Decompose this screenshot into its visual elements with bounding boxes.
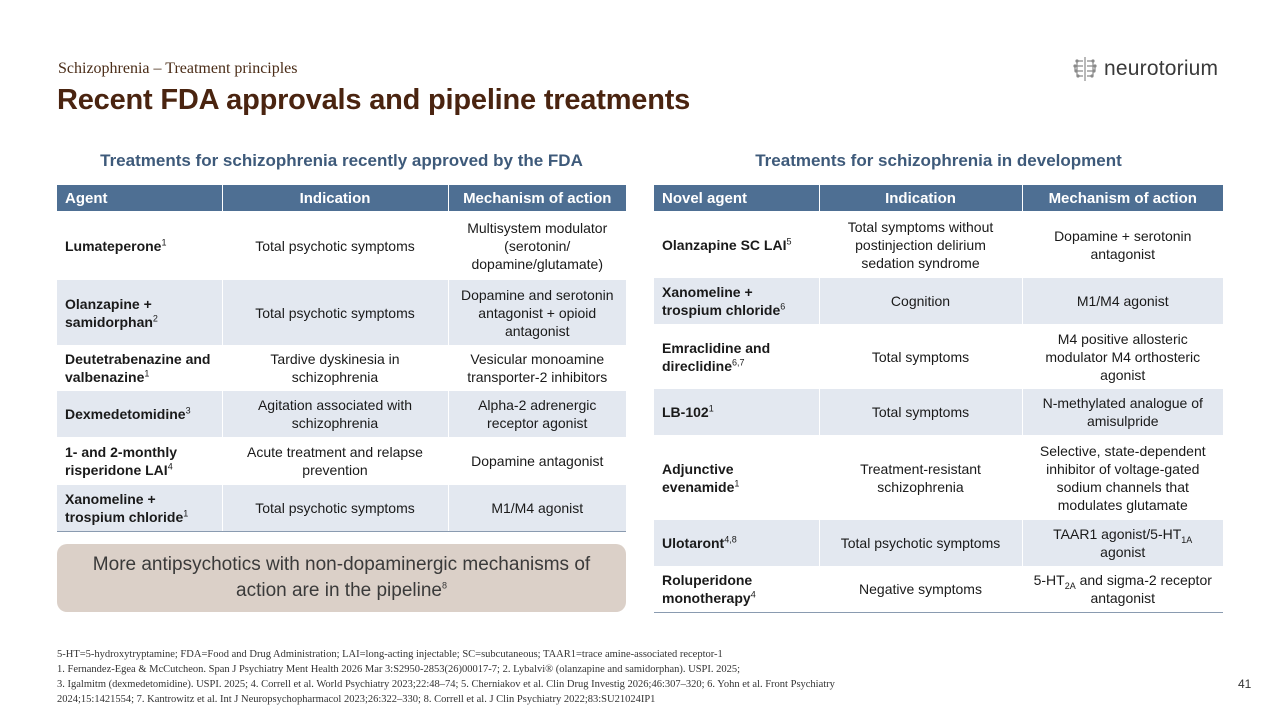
table-row	[654, 278, 1223, 324]
brain-grid-icon	[1072, 55, 1098, 83]
indication-cell: Negative symptoms	[819, 566, 1022, 612]
agent-cell: 1- and 2-monthly risperidone LAI$^4$	[57, 437, 222, 485]
indication-cell: Total psychotic symptoms	[222, 211, 448, 280]
page-subtitle: Schizophrenia – Treatment principles	[58, 60, 298, 77]
column-header: Indication	[222, 185, 448, 211]
mechanism-cell: $5-HT_{2A}$ and sigma-2 receptor antagonist	[1022, 566, 1223, 612]
table-row	[654, 520, 1223, 566]
page-number: 41	[1238, 677, 1252, 691]
mechanism-cell: Multisystem modulator (serotonin/ dopamine/glutamate)	[448, 211, 626, 280]
table-row	[654, 211, 1223, 278]
table-row	[654, 389, 1223, 435]
mechanism-cell: M1/M4 agonist	[1022, 278, 1223, 324]
indication-cell: Treatment-resistant schizophrenia	[819, 435, 1022, 520]
table-row	[654, 435, 1223, 520]
mechanism-cell: Dopamine + serotonin antagonist	[1022, 211, 1223, 278]
left-section-heading: Treatments for schizophrenia recently approved by the FDA	[100, 151, 583, 170]
column-header: Mechanism of action	[448, 185, 626, 211]
fda-approved-table	[57, 185, 626, 532]
footnotes	[57, 647, 1017, 707]
agent-cell: Emraclidine and direclidine$^{6,7}$	[654, 324, 819, 389]
agent-cell: Lumateperone$^1$	[57, 211, 222, 280]
mechanism-cell: Vesicular monoamine transporter-2 inhibitors	[448, 345, 626, 391]
column-header: Mechanism of action	[1022, 185, 1223, 211]
indication-cell: Acute treatment and relapse prevention	[222, 437, 448, 485]
table-row	[57, 391, 626, 437]
pipeline-table	[654, 185, 1223, 613]
indication-cell: Total symptoms	[819, 324, 1022, 389]
pipeline-callout: More antipsychotics with non-dopaminergic mechanisms of action are in the pipeline$^8$	[57, 544, 626, 612]
table-row	[654, 324, 1223, 389]
table-row	[57, 437, 626, 485]
agent-cell: Olanzapine + samidorphan$^2$	[57, 280, 222, 345]
table-row	[654, 566, 1223, 612]
agent-cell: Dexmedetomidine$^3$	[57, 391, 222, 437]
column-header: Agent	[57, 185, 222, 211]
agent-cell: Adjunctive evenamide$^1$	[654, 435, 819, 520]
logo	[1072, 55, 1218, 83]
indication-cell: Total symptoms	[819, 389, 1022, 435]
table-row	[57, 485, 626, 531]
table-header-row	[57, 185, 626, 211]
mechanism-cell: Dopamine antagonist	[448, 437, 626, 485]
indication-cell: Cognition	[819, 278, 1022, 324]
agent-cell: Roluperidone monotherapy$^4$	[654, 566, 819, 612]
agent-cell: $LB-102^1$	[654, 389, 819, 435]
footnote-line: 2024;15:1421554; 7. Kantrowitz et al. Int J Neuropsychopharmacol 2023;26:322–330; 8. Correll et al. J Clin Psychiatry 2022;83:SU21024IP1	[57, 694, 656, 705]
indication-cell: Total psychotic symptoms	[222, 280, 448, 345]
indication-cell: Tardive dyskinesia in schizophrenia	[222, 345, 448, 391]
table-row	[57, 345, 626, 391]
agent-cell: Olanzapine SC LAI$^5$	[654, 211, 819, 278]
page-title: Recent FDA approvals and pipeline treatments	[57, 84, 691, 116]
mechanism-cell: Dopamine and serotonin antagonist + opioid antagonist	[448, 280, 626, 345]
mechanism-cell: M4 positive allosteric modulator M4 orthosteric agonist	[1022, 324, 1223, 389]
right-section-heading: Treatments for schizophrenia in development	[755, 151, 1122, 170]
agent-cell: Ulotaront$^{4,8}$	[654, 520, 819, 566]
table-row	[57, 280, 626, 345]
mechanism-cell: M1/M4 agonist	[448, 485, 626, 531]
footnote-line: 3. Igalmitm (dexmedetomidine). USPI. 2025; 4. Correll et al. World Psychiatry 2023;22:48–74; 5. Cherniakov et al. Clin Drug Investig 2026;46:307–320; 6. Yohn et al. Front Psychiatry	[57, 679, 835, 690]
footnote-line: 1. Fernandez-Egea & McCutcheon. Span J Psychiatry Ment Health 2026 Mar 3:S2950-2853(26)00017-7; 2. Lybalvi® (olanzapine and samidorphan). USPI. 2025;	[57, 664, 741, 675]
footnote-line: 5-HT=5-hydroxytryptamine; FDA=Food and Drug Administration; LAI=long-acting injectable; SC=subcutaneous; TAAR1=trace amine-associated receptor-1	[57, 649, 723, 660]
indication-cell: Agitation associated with schizophrenia	[222, 391, 448, 437]
mechanism-cell: N-methylated analogue of amisulpride	[1022, 389, 1223, 435]
column-header: Novel agent	[654, 185, 819, 211]
agent-cell: Xanomeline + trospium chloride$^6$	[654, 278, 819, 324]
table-header-row	[654, 185, 1223, 211]
mechanism-cell: Alpha-2 adrenergic receptor agonist	[448, 391, 626, 437]
agent-cell: Xanomeline + trospium chloride$^1$	[57, 485, 222, 531]
mechanism-cell: TAAR1 agonist/$5-HT_{1A}$ agonist	[1022, 520, 1223, 566]
indication-cell: Total psychotic symptoms	[222, 485, 448, 531]
agent-cell: Deutetrabenazine and valbenazine$^1$	[57, 345, 222, 391]
table-row	[57, 211, 626, 280]
logo-text: neurotorium	[1104, 57, 1219, 80]
mechanism-cell: Selective, state-dependent inhibitor of voltage-gated sodium channels that modulates glutamate	[1022, 435, 1223, 520]
indication-cell: Total symptoms without postinjection delirium sedation syndrome	[819, 211, 1022, 278]
column-header: Indication	[819, 185, 1022, 211]
indication-cell: Total psychotic symptoms	[819, 520, 1022, 566]
